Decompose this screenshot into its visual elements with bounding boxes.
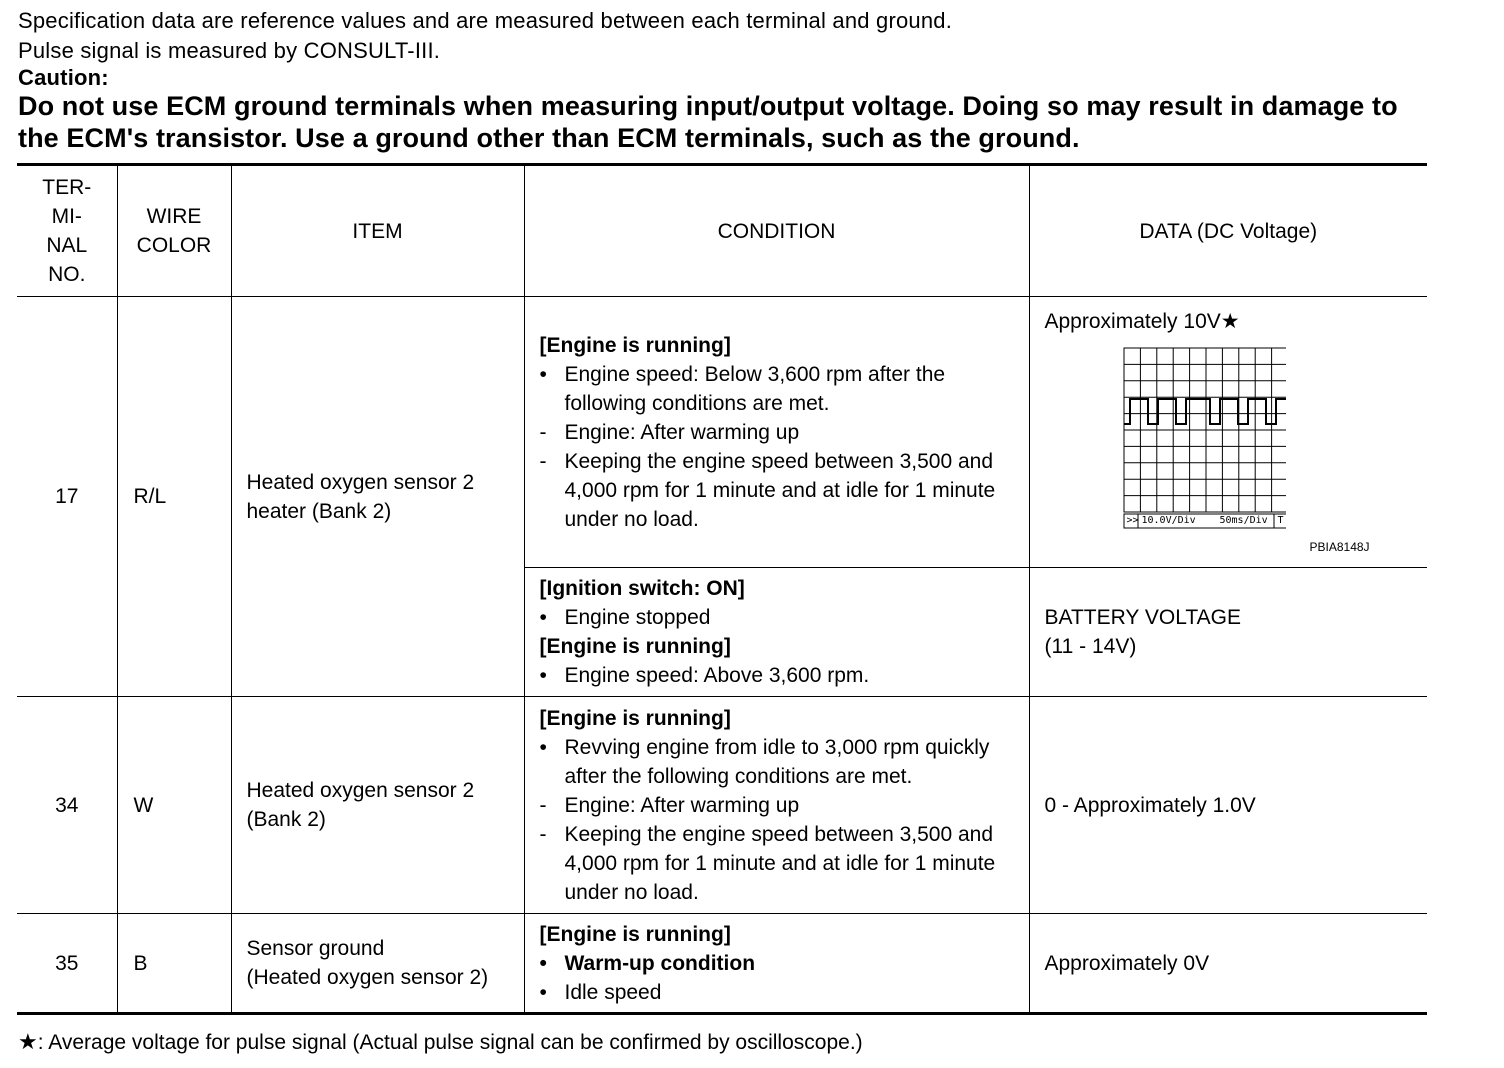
item-cell [231, 697, 524, 914]
bullet-text: Engine: After warming up [564, 793, 800, 817]
wire-color: B [117, 914, 231, 1014]
bullet-text: Engine: After warming up [564, 420, 800, 444]
pulse-trace [1124, 399, 1286, 424]
condition-bullet [540, 603, 1023, 632]
header-terminal-line: TER- [42, 176, 92, 199]
data-cell: Approximately 0V [1029, 914, 1427, 1014]
condition-bullet [540, 791, 1023, 820]
bullet-mark: - [539, 420, 547, 444]
footnote [18, 1028, 863, 1057]
data-cell [1029, 568, 1427, 697]
star-icon: ★ [18, 1029, 38, 1054]
condition-cell [524, 697, 1029, 914]
header-terminal [17, 165, 117, 297]
scope-suffix: T [1277, 515, 1284, 526]
data-value: (11 - 14V) [1044, 635, 1137, 658]
terminal-number: 17 [17, 297, 117, 697]
pulse-note: Pulse signal is measured by CONSULT-III. [18, 38, 441, 63]
wire-color: W [117, 697, 231, 914]
bullet-mark: - [539, 793, 547, 817]
condition-bullet [540, 949, 1023, 978]
condition-bullet [540, 661, 1023, 690]
item-cell [231, 297, 524, 697]
condition-bullet [540, 418, 1023, 447]
condition-bullet [540, 733, 1023, 791]
condition-cell [524, 297, 1029, 568]
spec-note: Specification data are reference values and are measured between each terminal and ground. [18, 8, 953, 33]
caution-warning: Do not use ECM ground terminals when measuring input/output voltage. Doing so may result in damage to the ECM's transistor. Use a ground other than ECM terminals, such as the ground. [18, 91, 1398, 153]
condition-heading: [Engine is running] [539, 333, 731, 357]
bullet-text: Engine stopped [564, 606, 711, 629]
data-value: Approximately 10V★ [1044, 310, 1240, 333]
item-line: (Bank 2) [246, 808, 326, 831]
header-wire-line: COLOR [136, 234, 212, 257]
header-wire-line: WIRE [146, 205, 202, 228]
table-row [17, 697, 1427, 914]
item-line: Heated oxygen sensor 2 [246, 470, 475, 494]
bullet-mark: • [539, 980, 547, 1004]
condition-heading: [Engine is running] [539, 922, 731, 946]
header-row [17, 165, 1427, 297]
item-line: (Heated oxygen sensor 2) [246, 966, 489, 989]
header-wire-color [117, 165, 231, 297]
condition-heading: [Engine is running] [539, 635, 731, 658]
caution-label: Caution: [18, 65, 109, 90]
bullet-mark: - [539, 449, 547, 473]
bullet-mark: - [539, 822, 547, 846]
condition-cell [524, 568, 1029, 697]
condition-cell [524, 914, 1029, 1014]
bullet-mark: • [539, 362, 547, 386]
header-terminal-line: NO. [48, 263, 86, 286]
condition-bullet [540, 820, 1023, 907]
condition-bullet [540, 360, 1023, 418]
bullet-text: Keeping the engine speed between 3,500 and 4,000 rpm for 1 minute and at idle for 1 minute under no load. [564, 822, 996, 904]
bullet-text: Idle speed [564, 980, 662, 1004]
bullet-mark: • [539, 735, 547, 759]
terminal-spec-table [17, 163, 1427, 1015]
header-data: DATA (DC Voltage) [1029, 165, 1427, 297]
figure-code: PBIA8148J [1309, 540, 1370, 554]
condition-heading: [Ignition switch: ON] [539, 577, 745, 600]
data-value: BATTERY VOLTAGE [1044, 606, 1241, 629]
scope-prefix: >> [1126, 515, 1139, 526]
item-cell [231, 914, 524, 1014]
terminal-number: 34 [17, 697, 117, 914]
bullet-mark: • [539, 664, 547, 687]
item-line: heater (Bank 2) [246, 499, 392, 523]
header-terminal-line: NAL [46, 234, 88, 257]
header-condition: CONDITION [524, 165, 1029, 297]
bullet-text: Engine speed: Below 3,600 rpm after the following conditions are met. [564, 362, 946, 415]
footnote-text: : Average voltage for pulse signal (Actual pulse signal can be confirmed by oscilloscope.) [37, 1031, 863, 1054]
oscilloscope-waveform [1110, 347, 1286, 529]
header-item: ITEM [231, 165, 524, 297]
wire-color: R/L [117, 297, 231, 697]
bullet-text: Keeping the engine speed between 3,500 and 4,000 rpm for 1 minute and at idle for 1 minute under no load. [564, 449, 996, 531]
table-row [17, 297, 1427, 568]
data-cell-scope [1029, 297, 1427, 568]
intro-block [18, 6, 1438, 154]
bullet-text: Revving engine from idle to 3,000 rpm quickly after the following conditions are met. [564, 735, 990, 788]
scope-volts-div: 10.0V/Div [1141, 515, 1196, 526]
table-row [17, 914, 1427, 1014]
bullet-text: Warm-up condition [564, 951, 756, 975]
terminal-number: 35 [17, 914, 117, 1014]
item-line: Heated oxygen sensor 2 [246, 779, 475, 802]
header-terminal-line: MI- [51, 205, 82, 228]
scope-time-div: 50ms/Div [1219, 515, 1268, 526]
condition-bullet [540, 978, 1023, 1007]
condition-heading: [Engine is running] [539, 706, 731, 730]
condition-bullet [540, 447, 1023, 534]
data-cell: 0 - Approximately 1.0V [1029, 697, 1427, 914]
bullet-mark: • [539, 951, 547, 975]
item-line: Sensor ground [246, 937, 385, 960]
bullet-text: Engine speed: Above 3,600 rpm. [564, 664, 870, 687]
bullet-mark: • [539, 606, 547, 629]
